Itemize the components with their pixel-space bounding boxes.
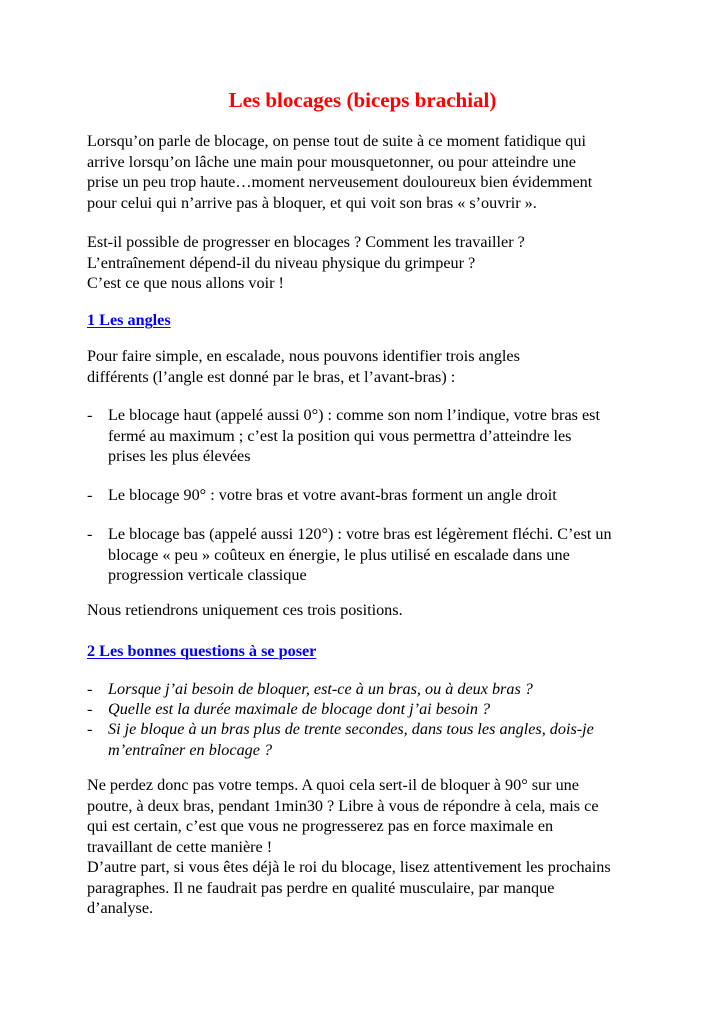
text-line: Le blocage bas (appelé aussi 120°) : votre bras est légèrement fléchi. C’est un — [108, 525, 612, 543]
section-1-heading: 1 Les angles — [87, 311, 171, 329]
text-line: Ne perdez donc pas votre temps. A quoi cela sert-il de bloquer à 90° sur une — [87, 776, 579, 794]
list-item-blocage-haut — [87, 405, 600, 467]
text-line: blocage « peu » coûteux en énergie, le plus utilisé en escalade dans une — [108, 545, 570, 564]
text-line: prises les plus élevées — [108, 447, 251, 465]
questions-paragraph — [87, 232, 647, 294]
text-line: Le blocage haut (appelé aussi 0°) : comme son nom l’indique, votre bras est — [108, 406, 600, 424]
list-dash: - — [87, 486, 93, 504]
closing-paragraph — [87, 775, 647, 919]
text-line: Est-il possible de progresser en blocages ? Comment les travailler ? — [87, 233, 525, 251]
text-line: Le blocage 90° : votre bras et votre avant-bras forment un angle droit — [108, 486, 557, 504]
text-line: qui est certain, c’est que vous ne progresserez pas en force maximale en — [87, 817, 554, 835]
text-line: poutre, à deux bras, pendant 1min30 ? Libre à vous de répondre à cela, mais ce — [87, 796, 599, 815]
list-dash: - — [87, 525, 93, 543]
text-line: Si je bloque à un bras plus de trente secondes, dans tous les angles, dois-je — [108, 720, 594, 738]
text-line: pour celui qui n’arrive pas à bloquer, et qui voit son bras « s’ouvrir ». — [87, 193, 537, 212]
text-line: fermé au maximum ; c’est la position qui vous permettra d’atteindre les — [108, 426, 572, 445]
angles-conclusion — [87, 600, 647, 621]
section-2-heading: 2 Les bonnes questions à se poser — [87, 642, 317, 660]
list-item-blocage-90 — [87, 485, 557, 506]
question-item-3 — [87, 719, 594, 760]
text-line: D’autre part, si vous êtes déjà le roi du blocage, lisez attentivement les prochains — [87, 858, 611, 876]
question-item-2 — [87, 699, 490, 720]
text-line: arrive lorsqu’on lâche une main pour mousquetonner, ou pour atteindre une — [87, 152, 576, 171]
text-line: prise un peu trop haute…moment nerveusement douloureux bien évidemment — [87, 173, 593, 191]
intro-paragraph — [87, 131, 647, 213]
angles-intro-paragraph — [87, 346, 647, 387]
text-line: Lorsqu’on parle de blocage, on pense tout de suite à ce moment fatidique qui — [87, 132, 586, 150]
text-line: Lorsque j’ai besoin de bloquer, est-ce à un bras, ou à deux bras ? — [108, 680, 533, 698]
list-dash: - — [87, 406, 93, 424]
list-dash: - — [87, 680, 93, 698]
text-line: Pour faire simple, en escalade, nous pouvons identifier trois angles — [87, 347, 520, 365]
text-line: C’est ce que nous allons voir ! — [87, 274, 284, 292]
list-item-blocage-bas — [87, 524, 612, 586]
text-line: L’entraînement dépend-il du niveau physique du grimpeur ? — [87, 253, 476, 272]
text-line: différents (l’angle est donné par le bras, et l’avant-bras) : — [87, 367, 456, 386]
list-dash: - — [87, 700, 93, 718]
text-line: progression verticale classique — [108, 566, 307, 584]
text-line: m’entraîner en blocage ? — [108, 740, 273, 759]
list-dash: - — [87, 720, 93, 738]
text-line: travaillant de cette manière ! — [87, 837, 273, 856]
text-line: d’analyse. — [87, 899, 154, 917]
question-item-1 — [87, 679, 533, 700]
page-title: Les blocages (biceps brachial) — [228, 88, 497, 112]
text-line: Quelle est la durée maximale de blocage dont j’ai besoin ? — [108, 700, 491, 718]
text-line: paragraphes. Il ne faudrait pas perdre en qualité musculaire, par manque — [87, 878, 555, 897]
text-line: Nous retiendrons uniquement ces trois positions. — [87, 601, 403, 619]
